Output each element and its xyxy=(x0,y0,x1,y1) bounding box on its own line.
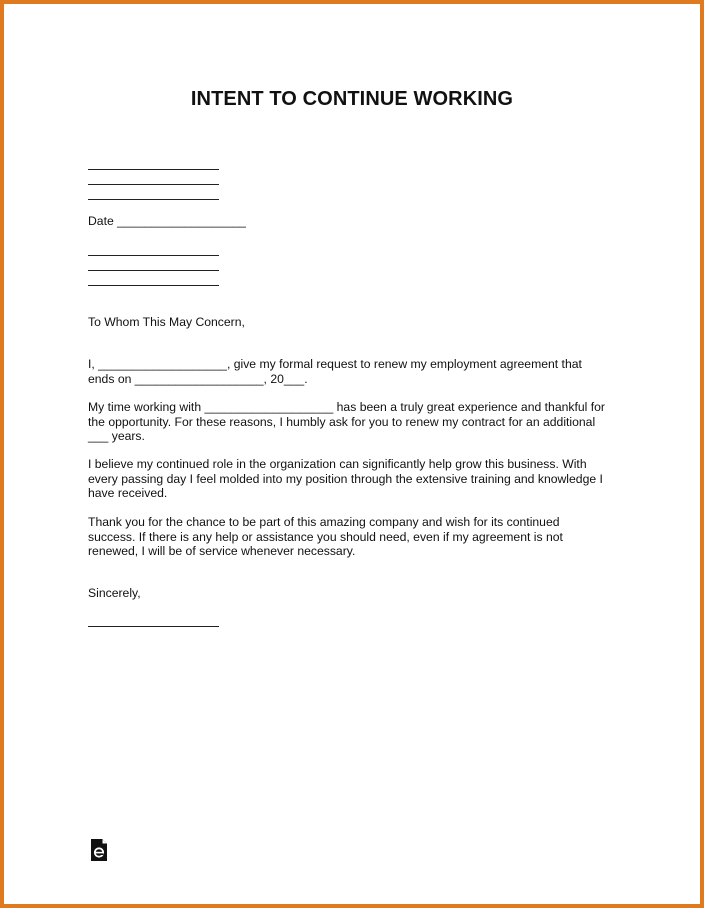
salutation: To Whom This May Concern, xyxy=(88,315,245,329)
paragraph-line: every passing day I feel molded into my position through the extensive training and knowledge I xyxy=(88,471,603,486)
document-title: INTENT TO CONTINUE WORKING xyxy=(190,88,514,110)
recipient-address-line-2[interactable] xyxy=(88,270,219,271)
paragraph-role xyxy=(88,457,628,501)
paragraph-line: have received. xyxy=(88,486,168,500)
sender-address-line-2[interactable] xyxy=(88,184,219,185)
document-e-logo-icon xyxy=(90,838,108,862)
recipient-address-line-3[interactable] xyxy=(88,285,219,286)
recipient-address-line-1[interactable] xyxy=(88,255,219,256)
paragraph-line: success. If there is any help or assistance you should need, even if my agreement is not xyxy=(88,529,563,544)
paragraph-line: Thank you for the chance to be part of this amazing company and wish for its continued xyxy=(88,515,560,529)
paragraph-line: I, ___________________, give my formal request to renew my employment agreement that xyxy=(88,357,582,371)
paragraph-line: renewed, I will be of service whenever necessary. xyxy=(88,544,356,558)
paragraph-line: I believe my continued role in the organization can significantly help grow this business. With xyxy=(88,457,587,471)
closing: Sincerely, xyxy=(88,586,141,600)
paragraph-line: My time working with ___________________ has been a truly great experience and thankful for xyxy=(88,400,605,414)
sender-address-line-3[interactable] xyxy=(88,199,219,200)
paragraph-request xyxy=(88,357,628,386)
date-field[interactable]: Date ___________________ xyxy=(88,214,246,228)
paragraph-thanks xyxy=(88,515,628,559)
paragraph-line: ___ years. xyxy=(88,429,145,443)
paragraph-line: ends on ___________________, 20___. xyxy=(88,371,308,386)
sender-address-line-1[interactable] xyxy=(88,169,219,170)
paragraph-line: the opportunity. For these reasons, I humbly ask for you to renew my contract for an additional xyxy=(88,414,596,429)
paragraph-experience xyxy=(88,400,628,444)
signature-line[interactable] xyxy=(88,626,219,627)
